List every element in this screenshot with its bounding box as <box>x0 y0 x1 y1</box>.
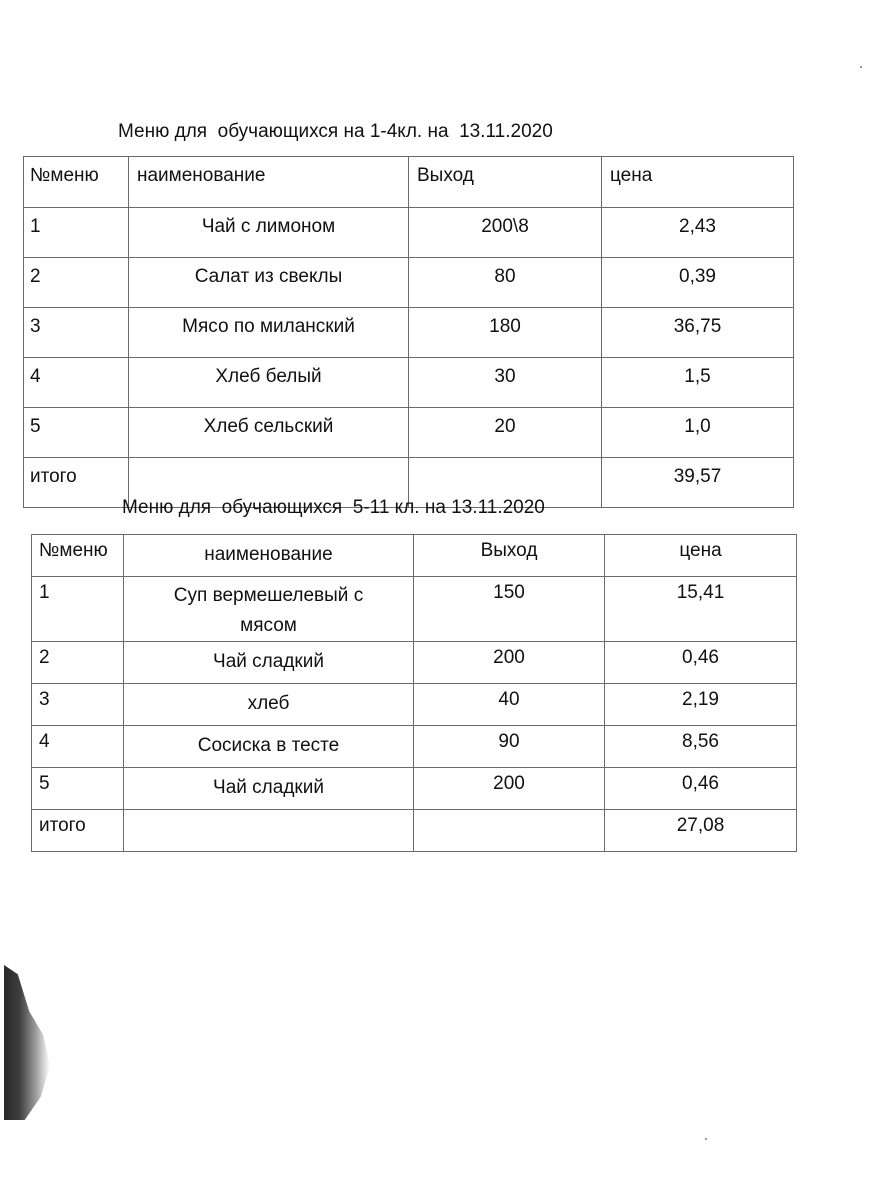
row-name: Хлеб сельский <box>129 408 409 458</box>
total-price: 27,08 <box>605 810 797 852</box>
table-row <box>32 684 797 726</box>
row-price: 1,0 <box>602 408 794 458</box>
row-output: 80 <box>409 258 602 308</box>
row-price: 2,19 <box>605 684 797 726</box>
row-num: 5 <box>32 768 124 810</box>
table-row <box>32 768 797 810</box>
row-price: 2,43 <box>602 208 794 258</box>
table-row <box>24 358 794 408</box>
row-name: Салат из свеклы <box>129 258 409 308</box>
row-num: 4 <box>32 726 124 768</box>
row-output: 90 <box>414 726 605 768</box>
row-name: Чай с лимоном <box>129 208 409 258</box>
total-label: итого <box>24 458 129 508</box>
row-output: 30 <box>409 358 602 408</box>
header-output: Выход <box>414 535 605 577</box>
row-name: хлеб <box>124 684 414 726</box>
header-num: №меню <box>24 157 129 208</box>
row-name: Хлеб белый <box>129 358 409 408</box>
row-price: 0,39 <box>602 258 794 308</box>
menu-2-table <box>31 534 797 852</box>
row-output: 200 <box>414 642 605 684</box>
total-row <box>32 810 797 852</box>
table-row <box>24 408 794 458</box>
row-name: Сосиска в тесте <box>124 726 414 768</box>
header-price: цена <box>602 157 794 208</box>
scan-speck <box>705 1138 707 1140</box>
row-price: 36,75 <box>602 308 794 358</box>
table-row <box>32 726 797 768</box>
row-num: 2 <box>32 642 124 684</box>
row-name-text: Суп вермешелевый с мясом <box>173 585 364 636</box>
row-name <box>124 577 414 642</box>
total-label: итого <box>32 810 124 852</box>
row-price: 8,56 <box>605 726 797 768</box>
menu-1-title: Меню для обучающихся на 1-4кл. на 13.11.2020 <box>118 121 553 142</box>
row-price: 0,46 <box>605 768 797 810</box>
header-num: №меню <box>32 535 124 577</box>
header-output: Выход <box>409 157 602 208</box>
row-output: 200\8 <box>409 208 602 258</box>
row-price: 1,5 <box>602 358 794 408</box>
header-name: наименование <box>124 535 414 577</box>
menu-1-table <box>23 156 794 508</box>
table-header-row <box>32 535 797 577</box>
row-name: Чай сладкий <box>124 642 414 684</box>
total-empty-output <box>414 810 605 852</box>
row-output: 180 <box>409 308 602 358</box>
row-name: Чай сладкий <box>124 768 414 810</box>
row-price: 15,41 <box>605 577 797 642</box>
row-output: 40 <box>414 684 605 726</box>
row-num: 3 <box>24 308 129 358</box>
header-price: цена <box>605 535 797 577</box>
row-num: 2 <box>24 258 129 308</box>
row-output: 20 <box>409 408 602 458</box>
row-num: 5 <box>24 408 129 458</box>
header-name: наименование <box>129 157 409 208</box>
row-num: 4 <box>24 358 129 408</box>
scan-speck <box>860 66 862 68</box>
table-row <box>32 577 797 642</box>
row-num: 1 <box>32 577 124 642</box>
row-output: 150 <box>414 577 605 642</box>
menu-2-title: Меню для обучающихся 5-11 кл. на 13.11.2020 <box>122 497 545 518</box>
total-empty-name <box>124 810 414 852</box>
table-row <box>24 308 794 358</box>
total-price: 39,57 <box>602 458 794 508</box>
row-num: 3 <box>32 684 124 726</box>
table-row <box>24 258 794 308</box>
row-num: 1 <box>24 208 129 258</box>
scan-artifact <box>4 965 50 1120</box>
table-row <box>32 642 797 684</box>
row-output: 200 <box>414 768 605 810</box>
row-price: 0,46 <box>605 642 797 684</box>
table-row <box>24 208 794 258</box>
table-header-row <box>24 157 794 208</box>
row-name: Мясо по миланский <box>129 308 409 358</box>
